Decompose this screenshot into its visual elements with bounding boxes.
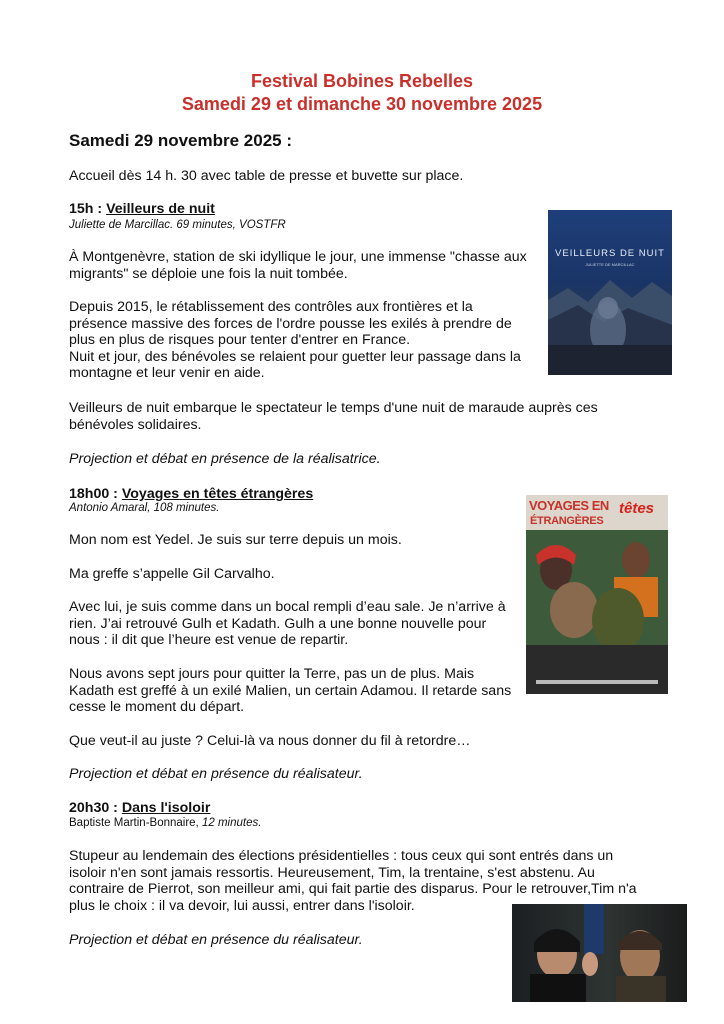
- film-1-paragraph-3: Veilleurs de nuit embarque le spectateur le temps d'une nuit de maraude auprès ces bénévoles solidaires.: [69, 400, 598, 433]
- film-2-paragraph-1: Mon nom est Yedel. Je suis sur terre depuis un mois.: [69, 532, 402, 548]
- film-2-note: Projection et débat en présence du réalisateur.: [69, 766, 363, 782]
- still-artwork: [512, 904, 687, 1002]
- film-3-title: Dans l'isoloir: [121, 800, 211, 816]
- film-2-time: 18h00 :: [69, 486, 118, 502]
- film-2-credit: Antonio Amaral, 108 minutes.: [69, 502, 220, 514]
- dans-l-isoloir-still: [512, 904, 687, 1002]
- film-1-heading: [69, 201, 215, 218]
- poster-1-director: JULIETTE DE MARCILLAC: [585, 262, 635, 267]
- film-3-note: Projection et débat en présence du réalisateur.: [69, 932, 363, 948]
- film-3-heading: [69, 800, 210, 817]
- voyages-en-tetes-etrangeres-poster: [526, 495, 668, 694]
- film-2-paragraph-4: Nous avons sept jours pour quitter la Terre, pas un de plus. Mais Kadath est greffé à un exilé Malien, un certain Adamou. Il retarde sans cesse le moment du départ.: [69, 666, 512, 715]
- film-1-note: Projection et débat en présence de la réalisatrice.: [69, 451, 381, 467]
- film-1-paragraph-2: Depuis 2015, le rétablissement des contrôles aux frontières et la présence massive des forces de l'ordre pousse les exilés à prendre de plus en plus de risques pour tenter d'entrer en France. Nuit et jour, des bénévoles se relaient pour guetter leur passage dans la montagne et leur venir en aide.: [69, 299, 521, 381]
- festival-dates: Samedi 29 et dimanche 30 novembre 2025: [181, 94, 543, 114]
- film-2-title: Voyages en têtes étrangères: [121, 486, 314, 502]
- poster-1-title: VEILLEURS DE NUIT: [555, 248, 665, 259]
- poster-2-title-b: têtes: [619, 500, 655, 517]
- film-1-paragraph-1: À Montgenèvre, station de ski idyllique le jour, une immense "chasse aux migrants" se déploie une fois la nuit tombée.: [69, 249, 527, 282]
- film-1-credit: Juliette de Marcillac. 69 minutes, VOSTFR: [69, 219, 286, 231]
- film-3-time: 20h30 :: [69, 800, 118, 816]
- film-2-paragraph-3: Avec lui, je suis comme dans un bocal rempli d’eau sale. Je n’arrive à rien. J’ai retrouvé Gulh et Kadath. Gulh a une bonne nouvelle pour nous : il dit que l’heure est venue de repartir.: [69, 599, 506, 648]
- day-heading: Samedi 29 novembre 2025 :: [69, 131, 293, 150]
- intro-text: Accueil dès 14 h. 30 avec table de presse et buvette sur place.: [69, 168, 464, 184]
- mountain-artwork: [548, 210, 672, 375]
- film-1-time: 15h :: [69, 201, 103, 217]
- poster-2-title-a: VOYAGES EN: [529, 498, 609, 513]
- film-3-paragraph-1: Stupeur au lendemain des élections présidentielles : tous ceux qui sont entrés dans un isoloir n'en sont jamais ressortis. Heureusement, Tim, la trentaine, s'est abstenu. Au contraire de Pierrot, son meilleur ami, qui fait partie des disparus. Pour le retrouver,Tim n'a plus le choix : il va devoir, lui aussi, entrer dans l'isoloir.: [69, 848, 637, 914]
- film-1-title: Veilleurs de nuit: [106, 201, 215, 217]
- film-3-credit: Baptiste Martin-Bonnaire, 12 minutes.: [69, 817, 262, 829]
- film-2-paragraph-2: Ma greffe s’appelle Gil Carvalho.: [69, 566, 275, 582]
- poster-2-title-c: ÉTRANGÈRES: [530, 515, 604, 527]
- veilleurs-de-nuit-poster: [548, 210, 672, 375]
- festival-title: Festival Bobines Rebelles: [250, 71, 474, 91]
- film-2-paragraph-5: Que veut-il au juste ? Celui-là va nous donner du fil à retordre…: [69, 733, 471, 749]
- film-2-heading: [69, 486, 313, 503]
